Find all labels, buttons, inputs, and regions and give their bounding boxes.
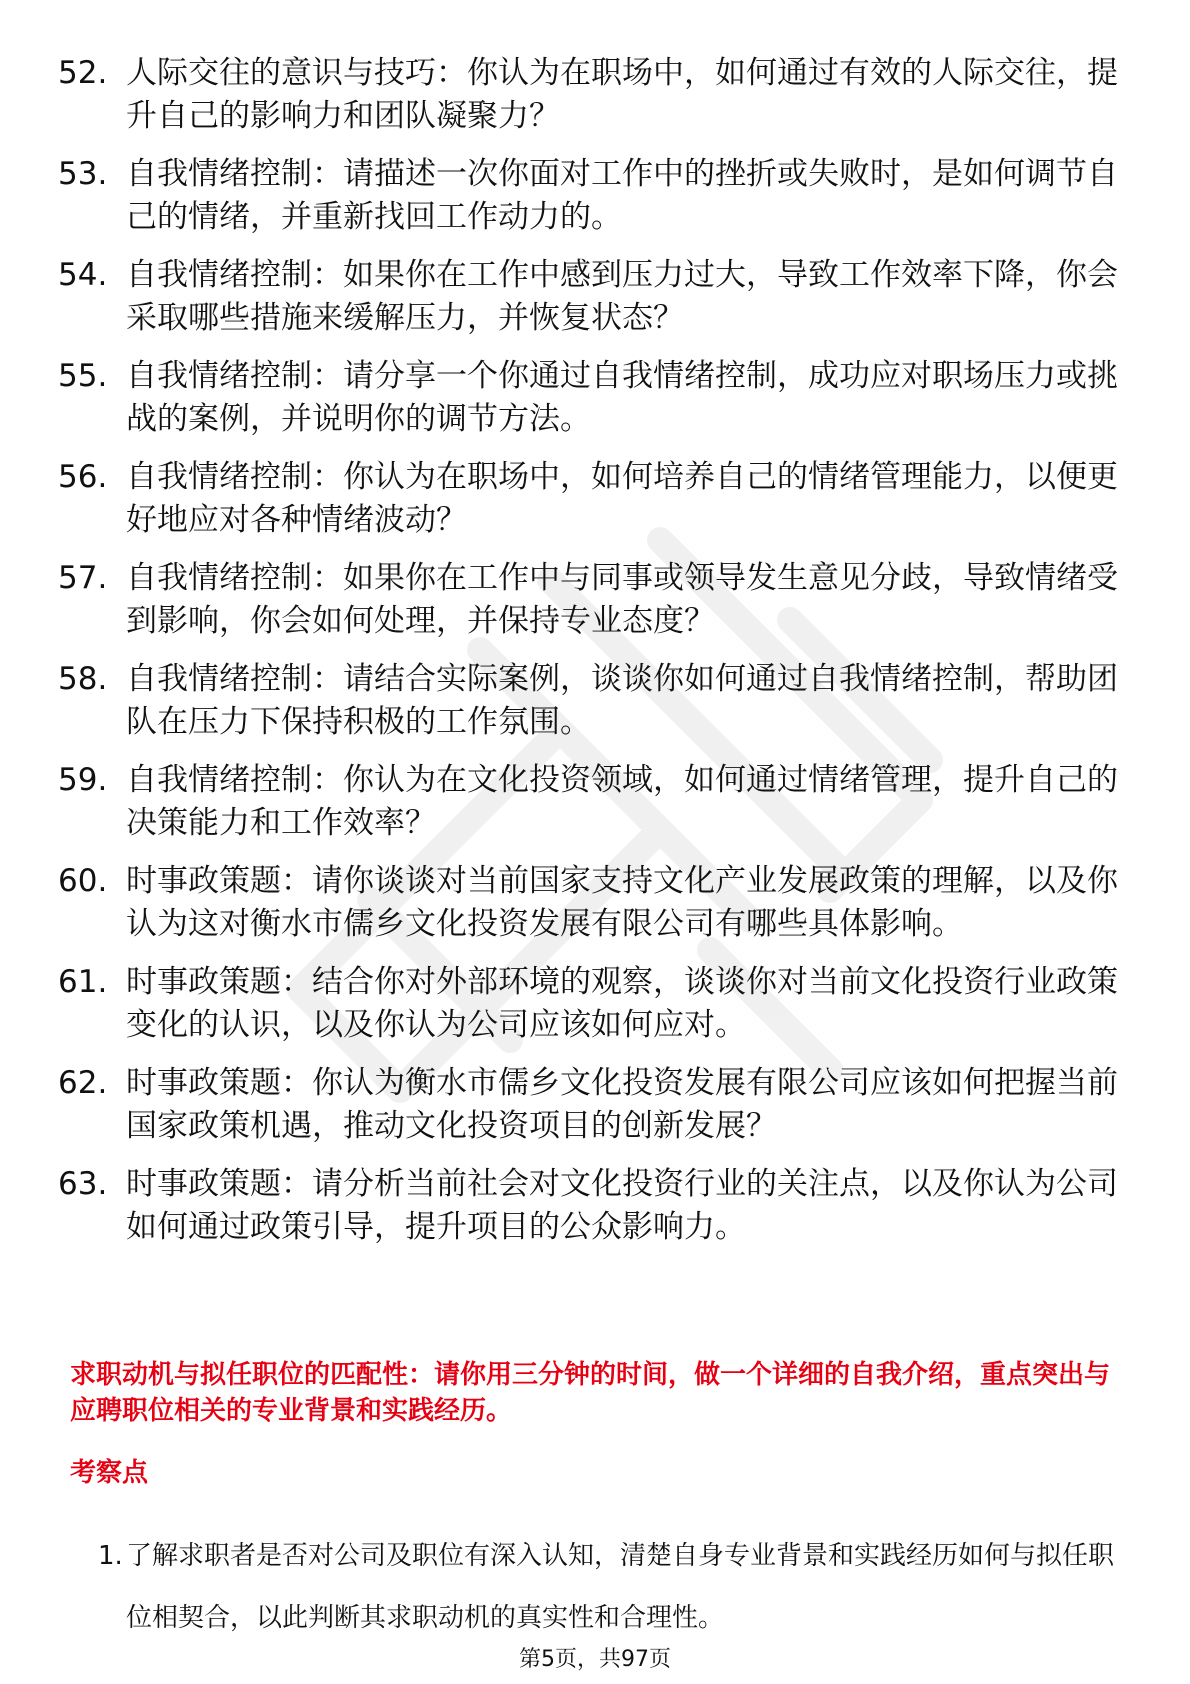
question-item [58, 254, 1138, 340]
question-item [58, 961, 1138, 1047]
question-item [58, 860, 1138, 946]
question-item [58, 153, 1138, 239]
question-number: 60. [58, 863, 108, 899]
question-item [58, 1062, 1138, 1148]
question-number: 56. [58, 459, 108, 495]
question-item [58, 759, 1138, 845]
question-number: 58. [58, 661, 108, 697]
question-number: 61. [58, 964, 108, 1000]
question-text: 时事政策题：请你谈谈对当前国家支持文化产业发展政策的理解，以及你认为这对衡水市儒乡文化投资发展有限公司有哪些具体影响。 [126, 863, 1118, 942]
question-number: 52. [58, 55, 108, 91]
question-item [58, 557, 1138, 643]
question-number: 57. [58, 560, 108, 596]
question-text: 自我情绪控制：请分享一个你通过自我情绪控制，成功应对职场压力或挑战的案例，并说明你的调节方法。 [126, 358, 1118, 437]
assessment-points-list [98, 1525, 1138, 1649]
question-text: 自我情绪控制：你认为在文化投资领域，如何通过情绪管理，提升自己的决策能力和工作效率？ [126, 762, 1118, 841]
question-item [58, 52, 1138, 138]
question-text: 时事政策题：你认为衡水市儒乡文化投资发展有限公司应该如何把握当前国家政策机遇，推动文化投资项目的创新发展？ [126, 1065, 1118, 1144]
question-item [58, 658, 1138, 744]
question-item [58, 1163, 1138, 1249]
question-number: 59. [58, 762, 108, 798]
question-text: 人际交往的意识与技巧：你认为在职场中，如何通过有效的人际交往，提升自己的影响力和团队凝聚力？ [126, 55, 1118, 134]
question-text: 自我情绪控制：如果你在工作中与同事或领导发生意见分歧，导致情绪受到影响，你会如何处理，并保持专业态度？ [126, 560, 1118, 639]
section-label: 考察点 [70, 1458, 149, 1488]
question-item [58, 456, 1138, 542]
question-number: 63. [58, 1166, 108, 1202]
question-text: 自我情绪控制：你认为在职场中，如何培养自己的情绪管理能力，以便更好地应对各种情绪波动？ [126, 459, 1118, 538]
question-number: 55. [58, 358, 108, 394]
question-number: 53. [58, 156, 108, 192]
question-text: 自我情绪控制：如果你在工作中感到压力过大，导致工作效率下降，你会采取哪些措施来缓解压力，并恢复状态？ [126, 257, 1118, 336]
page-footer: 第5页，共97页 [519, 1647, 671, 1672]
point-number: 1. [98, 1541, 123, 1571]
assessment-point [98, 1525, 1138, 1649]
point-text: 了解求职者是否对公司及职位有深入认知，清楚自身专业背景和实践经历如何与拟任职位相契合，以此判断其求职动机的真实性和合理性。 [126, 1541, 1115, 1633]
question-item [58, 355, 1138, 441]
question-text: 时事政策题：请分析当前社会对文化投资行业的关注点，以及你认为公司如何通过政策引导，提升项目的公众影响力。 [126, 1166, 1118, 1245]
question-number: 54. [58, 257, 108, 293]
question-number: 62. [58, 1065, 108, 1101]
question-text: 时事政策题：结合你对外部环境的观察，谈谈你对当前文化投资行业政策变化的认识，以及你认为公司应该如何应对。 [126, 964, 1118, 1043]
question-list [58, 52, 1138, 1264]
question-text: 自我情绪控制：请结合实际案例，谈谈你如何通过自我情绪控制，帮助团队在压力下保持积极的工作氛围。 [126, 661, 1118, 740]
section-title: 求职动机与拟任职位的匹配性：请你用三分钟的时间，做一个详细的自我介绍，重点突出与应聘职位相关的专业背景和实践经历。 [70, 1360, 1111, 1426]
question-text: 自我情绪控制：请描述一次你面对工作中的挫折或失败时，是如何调节自己的情绪，并重新找回工作动力的。 [126, 156, 1118, 235]
